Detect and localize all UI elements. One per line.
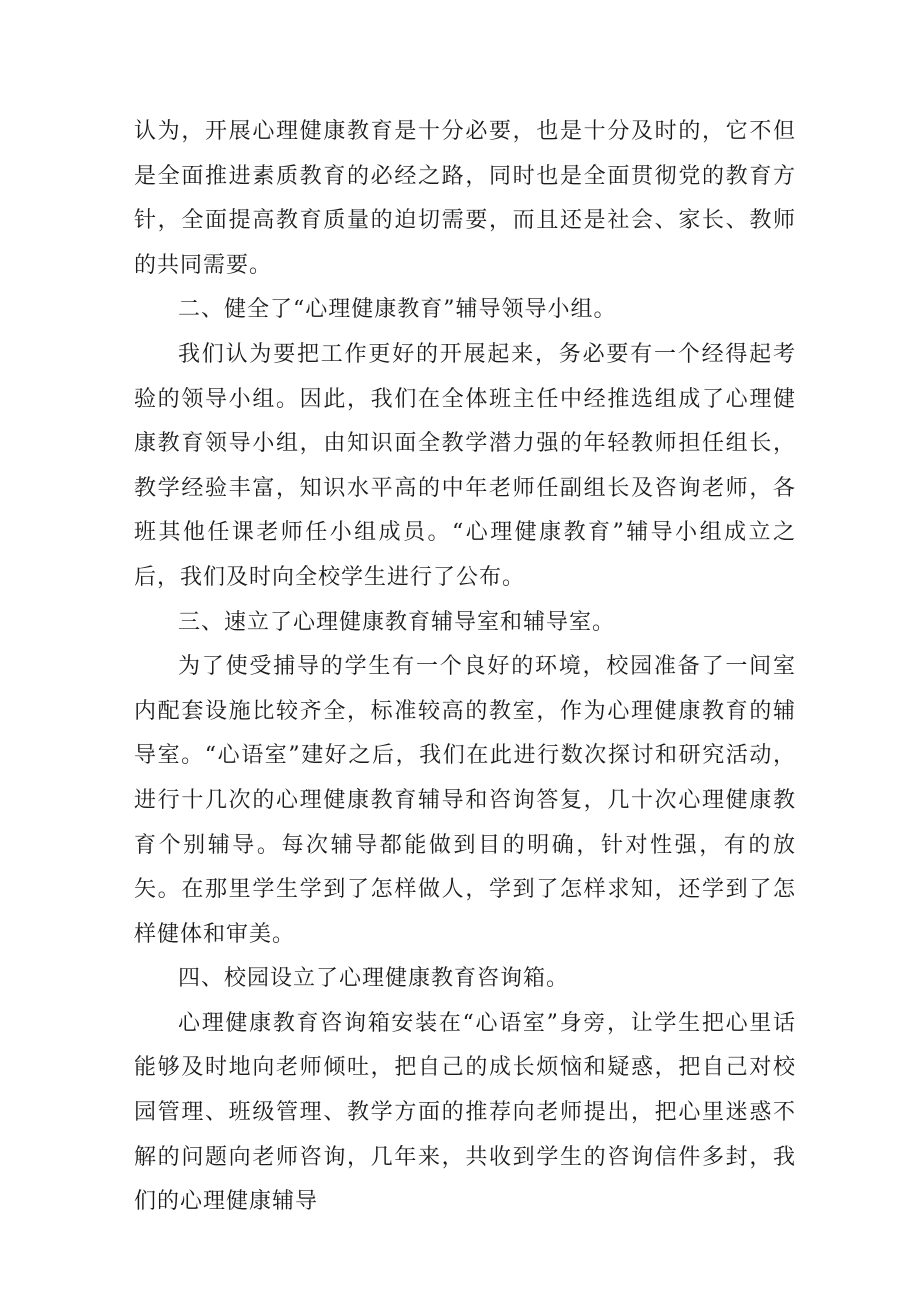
paragraph-intro-continuation: 认为，开展心理健康教育是十分必要，也是十分及时的，它不但是全面推进素质教育的必经之路，同时也是全面贯彻党的教育方针，全面提高教育质量的迫切需要，而且还是社会、家长、教师的共同需要。 <box>134 119 796 278</box>
paragraph-counseling-room: 为了使受捕导的学生有一个良好的环境，校园准备了一间室内配套设施比较齐全，标准较高的教室，作为心理健康教育的辅导室。“心语室”建好之后，我们在此进行数次探讨和研究活动，进行十几次的心理健康教育辅导和咨询答复，几十次心理健康教育个别辅导。每次辅导都能做到目的明确，针对性强，有的放矢。在那里学生学到了怎样做人，学到了怎样求知，还学到了怎样健体和审美。 <box>134 654 796 947</box>
section-heading-2: 二、健全了“心理健康教育”辅导领导小组。 <box>178 297 617 323</box>
paragraph-consultation-box: 心理健康教育咨询箱安装在“心语室”身旁，让学生把心里话能够及时地向老师倾吐，把自己的成长烦恼和疑惑，把自己对校园管理、班级管理、教学方面的推荐向老师提出，把心里迷惑不解的问题向老师咨询，几年来，共收到学生的咨询信件多封，我们的心理健康辅导 <box>134 1010 796 1215</box>
document-body <box>134 110 796 1225</box>
paragraph-leadership-group: 我们认为要把工作更好的开展起来，务必要有一个经得起考验的领导小组。因此，我们在全体班主任中经推选组成了心理健康教育领导小组，由知识面全教学潜力强的年轻教师担任组长，教学经验丰富，知识水平高的中年老师任副组长及咨询老师，各班其他任课老师任小组成员。“心理健康教育”辅导小组成立之后，我们及时向全校学生进行了公布。 <box>134 341 796 590</box>
section-heading-3: 三、速立了心理健康教育辅导室和辅导室。 <box>178 609 616 635</box>
section-heading-4: 四、校园设立了心理健康教育咨询箱。 <box>178 966 570 992</box>
